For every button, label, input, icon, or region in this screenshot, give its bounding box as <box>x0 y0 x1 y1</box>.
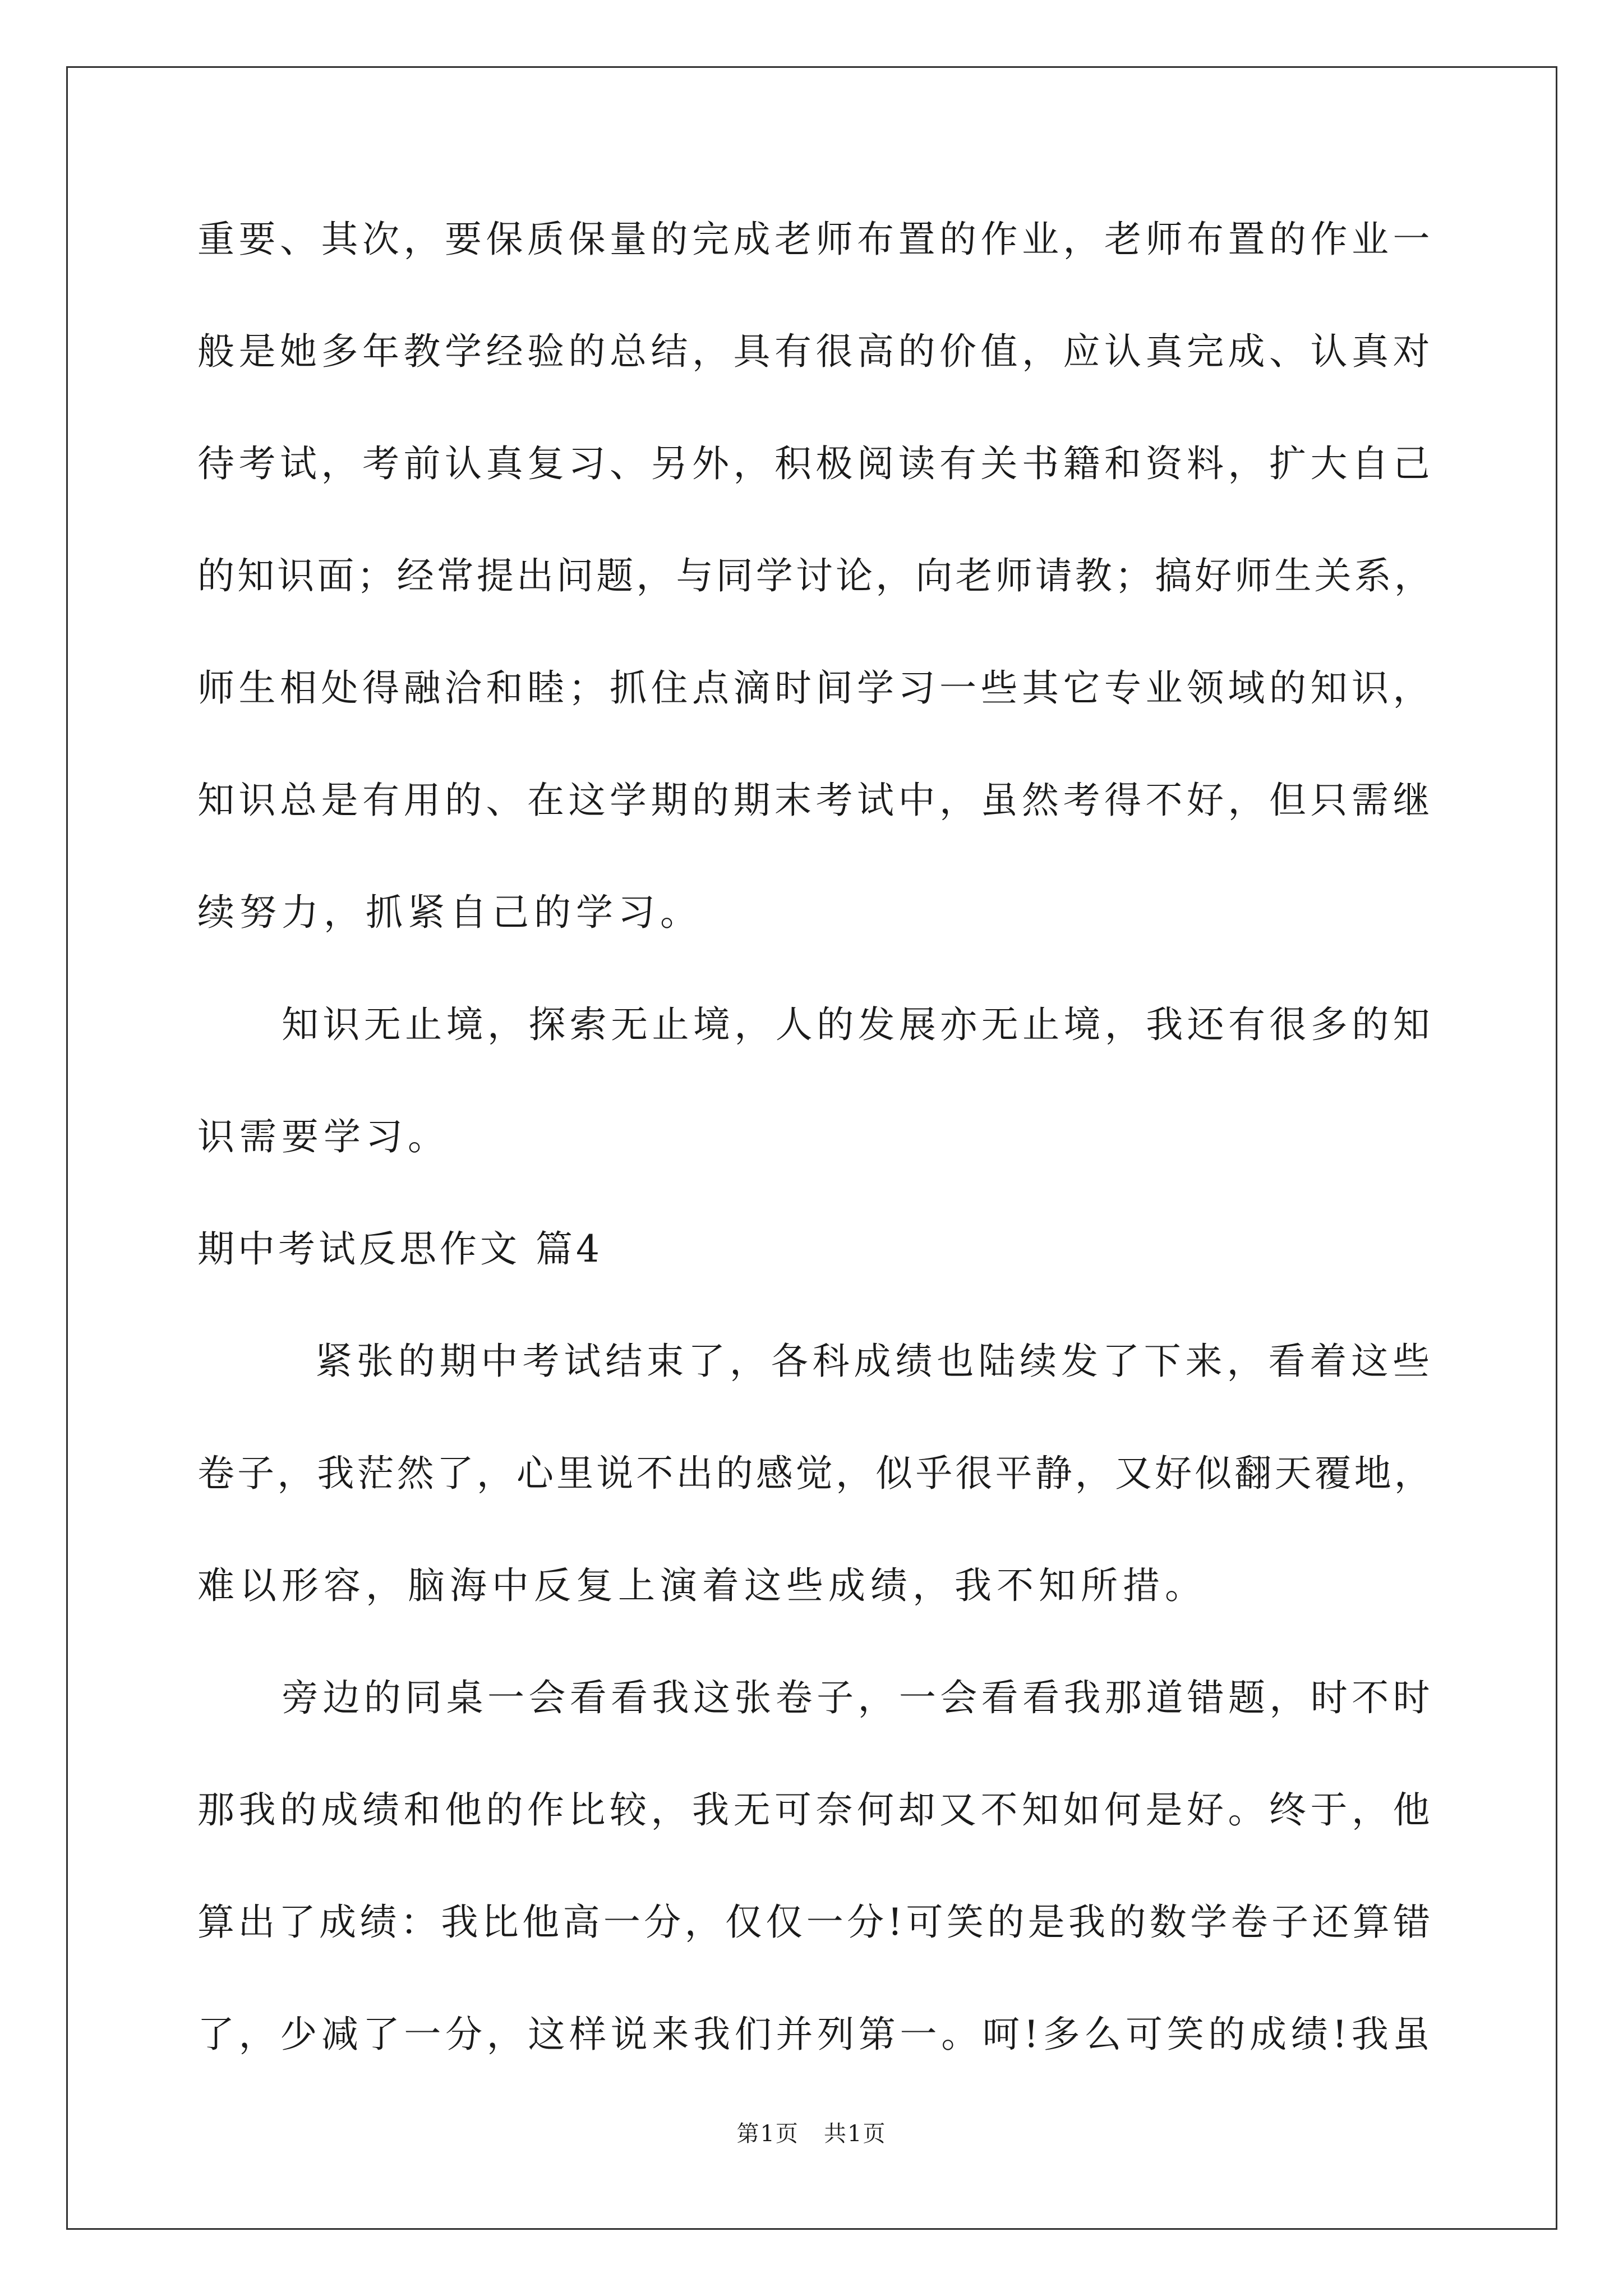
paragraph-line: 知识无止境，探索无止境，人的发展亦无止境，我还有很多的知 <box>282 1003 1434 1046</box>
paragraph-line: 知识总是有用的、在这学期的期末考试中，虽然考得不好，但只需继 <box>197 779 1434 822</box>
paragraph-line: 重要、其次，要保质保量的完成老师布置的作业，老师布置的作业一 <box>197 218 1434 261</box>
paragraph-line: 算出了成绩：我比他高一分，仅仅一分!可笑的是我的数学卷子还算错 <box>197 1901 1434 1944</box>
paragraph-line: 的知识面；经常提出问题，与同学讨论，向老师请教；搞好师生关系， <box>197 554 1434 597</box>
paragraph-line: 紧张的期中考试结束了，各科成绩也陆续发了下来，看着这些 <box>315 1340 1434 1383</box>
section-heading: 期中考试反思作文 篇4 <box>197 1227 603 1271</box>
paragraph-line: 卷子，我茫然了，心里说不出的感觉，似乎很平静，又好似翻天覆地， <box>197 1452 1434 1495</box>
paragraph-line: 难以形容，脑海中反复上演着这些成绩，我不知所措。 <box>197 1564 1207 1607</box>
paragraph-line: 识需要学习。 <box>197 1115 450 1158</box>
paragraph-line: 般是她多年教学经验的总结，具有很高的价值，应认真完成、认真对 <box>197 330 1434 373</box>
paragraph-line: 续努力，抓紧自己的学习。 <box>197 891 702 934</box>
document-body <box>197 211 1434 2119</box>
paragraph-line: 旁边的同桌一会看看我这张卷子，一会看看我那道错题，时不时 <box>282 1676 1434 1719</box>
paragraph-line: 了，少减了一分，这样说来我们并列第一。呵!多么可笑的成绩!我虽 <box>197 2013 1435 2056</box>
paragraph-line: 待考试，考前认真复习、另外，积极阅读有关书籍和资料，扩大自己 <box>197 442 1434 485</box>
paragraph-line: 那我的成绩和他的作比较，我无可奈何却又不知如何是好。终于，他 <box>197 1788 1434 1832</box>
page-number-footer: 第1页 共1页 <box>736 2121 887 2147</box>
paragraph-line: 师生相处得融洽和睦；抓住点滴时间学习一些其它专业领域的知识， <box>197 666 1434 710</box>
